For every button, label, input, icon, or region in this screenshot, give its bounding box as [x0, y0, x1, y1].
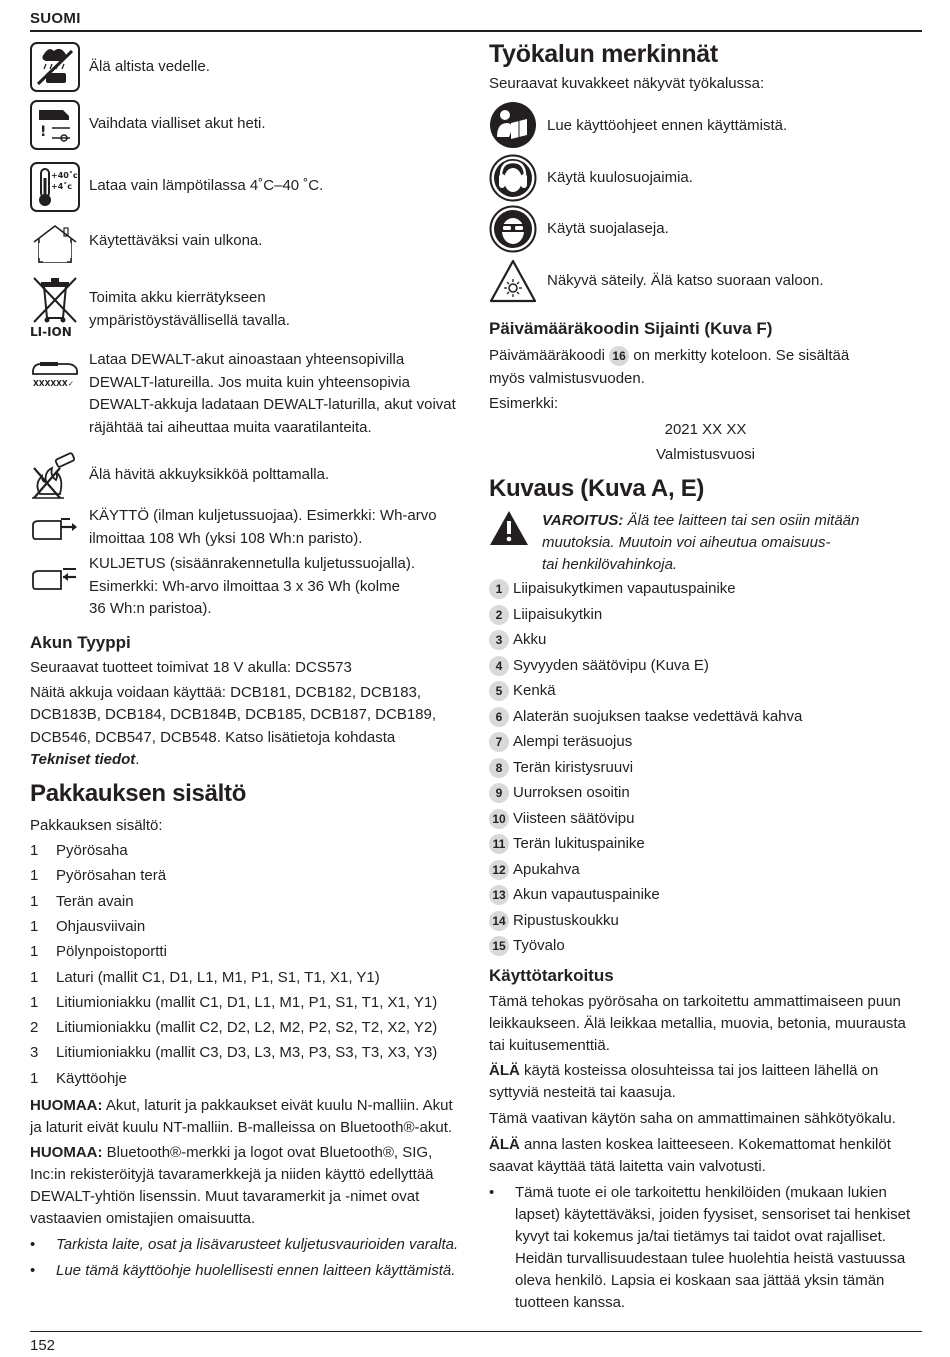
battery-type-heading: Akun Tyyppi — [30, 633, 131, 652]
part-name: Alaterän suojuksen taakse vedettävä kahva — [513, 707, 803, 725]
part-name: Liipaisukytkimen vapautuspainike — [513, 580, 736, 597]
part-number-badge: 15 — [489, 936, 509, 956]
part-name: Akun vapautuspainike — [513, 886, 660, 903]
battery-type-line: DCB546, DCB547, DCB548. Katso lisätietoja kohdasta — [30, 729, 396, 746]
punct: . — [135, 751, 140, 768]
battery-use-icon — [30, 505, 80, 555]
part-number-badge: 3 — [489, 630, 509, 650]
note-text: DEWALT-yhtiön lisenssin. Muut tavaramerkit ja -nimet ovat — [30, 1188, 420, 1205]
part-item — [489, 757, 633, 779]
part-name: Uurroksen osoitin — [513, 784, 630, 801]
thermometer-icon — [30, 162, 80, 212]
part-item — [489, 680, 556, 702]
package-item-name: Litiumioniakku (mallit C1, D1, L1, M1, P1, S1, T1, X1, Y1) — [56, 993, 438, 1011]
symbol-text: Lataa vain lämpötilassa 4˚C–40 ˚C. — [89, 177, 324, 194]
date-code-text: on merkitty koteloon. Se sisältää — [629, 347, 850, 364]
warning-label: VAROITUS: — [542, 512, 624, 529]
symbol-text-line: Lataa DEWALT-akut ainoastaan yhteensopivilla — [89, 351, 405, 368]
no-fire-icon — [30, 450, 80, 500]
part-name: Liipaisukytkin — [513, 605, 603, 623]
part-item — [489, 578, 736, 600]
para-line: saavat käyttää tätä laitetta vain valvotusti. — [489, 1158, 766, 1175]
part-item — [489, 808, 634, 830]
svg-text:+40˚c: +40˚c — [51, 171, 78, 180]
svg-text:!: ! — [40, 124, 47, 140]
date-code-heading: Päivämääräkoodin Sijainti (Kuva F) — [489, 319, 773, 338]
markings-heading: Työkalun merkinnät — [489, 40, 718, 68]
para-line: käytä kosteissa olosuhteissa tai jos laitteen lähellä on — [519, 1062, 879, 1079]
symbol-text-line: räjähtää tai aiheuttaa muita vaaratilanteita. — [89, 418, 372, 436]
top-rule — [30, 30, 922, 32]
date-code-line: myös valmistusvuoden. — [489, 370, 645, 387]
callout-number: 16 — [609, 346, 629, 366]
note-label: HUOMAA: — [30, 1097, 103, 1114]
para-line: anna lasten koskea laitteeseen. Kokemattomat henkilöt — [519, 1136, 891, 1153]
read-manual-icon — [489, 101, 537, 149]
package-item-qty: 1 — [30, 993, 39, 1011]
technical-data-ref: Tekniset tiedot — [30, 751, 136, 768]
package-item-name: Litiumioniakku (mallit C2, D2, L2, M2, P2, S2, T2, X2, Y2) — [56, 1019, 438, 1037]
bullet-mark: • — [30, 1262, 36, 1279]
part-item — [489, 935, 565, 957]
example-label: Esimerkki: — [489, 395, 559, 412]
package-item-name: Pyörösahan terä — [56, 867, 167, 885]
symbol-text — [89, 287, 461, 332]
package-item-qty: 1 — [30, 968, 39, 986]
note-text: ja laturit eivät kuulu NT-malliin. B-malleissa on Bluetooth®-akut. — [30, 1119, 453, 1136]
warning-line: tai henkilövahinkoja. — [542, 556, 678, 573]
bullet-text: Lue tämä käyttöohje huolellisesti ennen laitteen käyttämistä. — [56, 1262, 456, 1279]
note-2 — [30, 1142, 462, 1230]
part-item — [489, 731, 632, 753]
package-item-name: Laturi (mallit C1, D1, L1, M1, P1, S1, T1, X1, Y1) — [56, 968, 380, 986]
part-number-badge: 2 — [489, 605, 509, 625]
date-code-line — [489, 345, 849, 367]
symbol-text — [89, 349, 461, 439]
para-line: oleva henkilö. Lapsia ei koskaan saa jättää yksin tämän — [515, 1272, 885, 1289]
svg-text:LI-ION: LI-ION — [30, 325, 72, 339]
marking-text: Käytä suojalaseja. — [547, 220, 669, 237]
symbol-text-line: ympäristöystävällisellä tavalla. — [89, 311, 290, 329]
para-line: kyvyt tai kokemus ja/tai tietämys tai taidot ovat rajalliset. — [515, 1228, 886, 1245]
warning-icon — [489, 510, 529, 546]
package-item-name: Pölynpoistoportti — [56, 943, 167, 961]
symbol-text-line: DEWALT-latureilla. Jos muita kuin yhteensopivia — [89, 373, 410, 391]
intended-use-paragraph — [489, 991, 922, 1057]
part-name: Apukahva — [513, 860, 580, 878]
symbol-text-line: KULJETUS (sisäänrakennetulla kuljetussuojalla). — [89, 555, 415, 572]
para-line: tuotteen kanssa. — [515, 1294, 626, 1311]
ear-protection-icon — [489, 154, 537, 202]
warning-line: Älä tee laitteen tai sen osiin mitään — [623, 512, 860, 529]
bottom-rule — [30, 1331, 922, 1332]
language-header: SUOMI — [30, 10, 81, 27]
part-number-badge: 14 — [489, 911, 509, 931]
warning-line: muutoksia. Muutoin voi aiheutua omaisuus- — [542, 534, 831, 551]
emphasis: ÄLÄ — [489, 1136, 520, 1153]
para-line: lapset) käytettäväksi, joiden fyysiset, sensoriset tai henkiset — [515, 1206, 911, 1223]
part-name: Syvyyden säätövipu (Kuva E) — [513, 656, 709, 674]
para-line: syttyviä nesteitä tai kaasuja. — [489, 1084, 676, 1101]
symbol-text-line: DEWALT-akkuja ladataan DEWALT-laturilla, akut voivat — [89, 396, 456, 413]
visible-radiation-icon — [489, 257, 537, 305]
package-item-name: Ohjausviivain — [56, 917, 146, 935]
part-name: Akku — [513, 631, 547, 648]
part-item — [489, 706, 802, 728]
recycle-bin-icon — [30, 272, 80, 340]
symbol-text-line: Esimerkki: Wh-arvo ilmoittaa 3 x 36 Wh (kolme — [89, 577, 400, 595]
emphasis: ÄLÄ — [489, 1062, 520, 1079]
bullet-mark: • — [489, 1184, 495, 1201]
part-name: Terän lukituspainike — [513, 835, 645, 852]
indoor-use-icon — [30, 222, 80, 272]
part-name: Kenkä — [513, 682, 556, 699]
package-item-qty: 1 — [30, 842, 39, 859]
part-name: Työvalo — [513, 937, 565, 954]
package-intro: Pakkauksen sisältö: — [30, 817, 163, 834]
intended-use-paragraph — [489, 1060, 922, 1104]
charger-icon — [30, 346, 80, 396]
part-item — [489, 884, 660, 906]
package-item-qty: 2 — [30, 1019, 39, 1037]
note-text: vastaavien omistajien omaisuutta. — [30, 1210, 256, 1227]
para-line: leikkaukseen. Älä leikkaa metallia, muovia, betonia, muurausta — [489, 1015, 906, 1032]
part-item — [489, 859, 580, 881]
bullet-text — [515, 1182, 922, 1314]
bullet-text: Tarkista laite, osat ja lisävarusteet kuljetusvaurioiden varalta. — [56, 1236, 459, 1253]
part-number-badge: 5 — [489, 681, 509, 701]
intended-use-heading: Käyttötarkoitus — [489, 966, 614, 985]
date-code-caption: Valmistusvuosi — [656, 446, 755, 463]
para-line: Tämä tuote ei ole tarkoitettu henkilöiden (mukaan lukien — [515, 1184, 887, 1201]
package-item-qty: 1 — [30, 943, 39, 961]
part-item — [489, 629, 546, 651]
eye-protection-icon — [489, 205, 537, 253]
package-item-qty: 1 — [30, 917, 39, 935]
part-number-badge: 13 — [489, 885, 509, 905]
symbol-text — [89, 553, 461, 621]
package-heading: Pakkauksen sisältö — [30, 780, 247, 807]
package-item-name: Litiumioniakku (mallit C3, D3, L3, M3, P3, S3, T3, X3, Y3) — [56, 1044, 438, 1062]
part-name: Alempi teräsuojus — [513, 733, 633, 750]
part-name: Terän kiristysruuvi — [513, 758, 634, 776]
no-water-icon — [30, 42, 80, 92]
battery-transport-icon — [30, 555, 80, 605]
page-number: 152 — [30, 1337, 56, 1354]
part-item — [489, 833, 645, 855]
svg-text:XXXXXX✓: XXXXXX✓ — [33, 379, 74, 388]
battery-type-line: Seuraavat tuotteet toimivat 18 V akulla: DCS573 — [30, 659, 352, 676]
package-item-qty: 1 — [30, 1069, 39, 1087]
date-code-value: 2021 XX XX — [664, 421, 747, 438]
package-item-name: Terän avain — [56, 892, 134, 910]
part-number-badge: 11 — [489, 834, 509, 854]
part-name: Ripustuskoukku — [513, 911, 619, 929]
package-item-qty: 1 — [30, 892, 39, 910]
symbol-text: Vaihdata vialliset akut heti. — [89, 115, 266, 132]
replace-battery-icon — [30, 100, 80, 150]
part-name: Viisteen säätövipu — [513, 809, 635, 827]
para-line: tai kuitusementtiä. — [489, 1037, 610, 1054]
symbol-text — [89, 505, 461, 550]
part-item — [489, 604, 602, 626]
symbol-text-line: KÄYTTÖ (ilman kuljetussuojaa). Esimerkki: Wh-arvo — [89, 507, 437, 524]
para-line: Tämä tehokas pyörösaha on tarkoitettu ammattimaiseen puun — [489, 993, 901, 1010]
part-number-badge: 12 — [489, 860, 509, 880]
battery-type-line: DCB183B, DCB184, DCB184B, DCB185, DCB187, DCB189, — [30, 706, 437, 723]
intended-use-paragraph — [489, 1134, 922, 1178]
part-number-badge: 4 — [489, 656, 509, 676]
note-1 — [30, 1095, 462, 1139]
note-label: HUOMAA: — [30, 1144, 103, 1161]
package-item-name: Pyörösaha — [56, 842, 128, 859]
intended-use-paragraph: Tämä vaativan käytön saha on ammattimainen sähkötyökalu. — [489, 1110, 896, 1127]
symbol-text-line: Toimita akku kierrätykseen — [89, 289, 266, 306]
date-code-text: Päivämääräkoodi — [489, 347, 610, 364]
part-number-badge: 7 — [489, 732, 509, 752]
battery-type-line — [30, 749, 139, 771]
part-item — [489, 910, 619, 932]
part-number-badge: 9 — [489, 783, 509, 803]
symbol-text: Älä altista vedelle. — [89, 58, 210, 75]
description-heading: Kuvaus (Kuva A, E) — [489, 475, 705, 502]
note-text: Inc:in rekisteröityjä tavaramerkkejä ja niiden käyttö edellyttää — [30, 1166, 434, 1183]
symbol-text-line: ilmoittaa 108 Wh (yksi 108 Wh:n paristo). — [89, 529, 363, 547]
symbol-text: Käytettäväksi vain ulkona. — [89, 232, 263, 249]
svg-text:+4˚c: +4˚c — [51, 182, 73, 191]
markings-intro: Seuraavat kuvakkeet näkyvät työkalussa: — [489, 75, 765, 92]
part-item — [489, 782, 630, 804]
note-text: Akut, laturit ja pakkaukset eivät kuulu N-malliin. Akut — [102, 1097, 453, 1114]
package-item-name: Käyttöohje — [56, 1069, 127, 1087]
part-number-badge: 1 — [489, 579, 509, 599]
warning-text — [542, 510, 922, 576]
para-line: Heidän turvallisuudestaan tulee huolehtia heistä vastuussa — [515, 1250, 906, 1267]
note-text: Bluetooth®-merkki ja logot ovat Bluetooth®, SIG, — [102, 1144, 433, 1161]
part-number-badge: 6 — [489, 707, 509, 727]
part-item — [489, 655, 709, 677]
package-item-qty: 3 — [30, 1044, 39, 1062]
symbol-text-line: 36 Wh:n paristoa). — [89, 600, 212, 617]
symbol-text: Älä hävitä akkuyksikköä polttamalla. — [89, 466, 330, 483]
part-number-badge: 8 — [489, 758, 509, 778]
marking-text: Näkyvä säteily. Älä katso suoraan valoon. — [547, 272, 824, 289]
part-number-badge: 10 — [489, 809, 509, 829]
marking-text: Käytä kuulosuojaimia. — [547, 169, 693, 186]
marking-text: Lue käyttöohjeet ennen käyttämistä. — [547, 117, 788, 134]
bullet-mark: • — [30, 1236, 36, 1253]
battery-type-line: Näitä akkuja voidaan käyttää: DCB181, DCB182, DCB183, — [30, 684, 422, 701]
package-item-qty: 1 — [30, 867, 39, 885]
